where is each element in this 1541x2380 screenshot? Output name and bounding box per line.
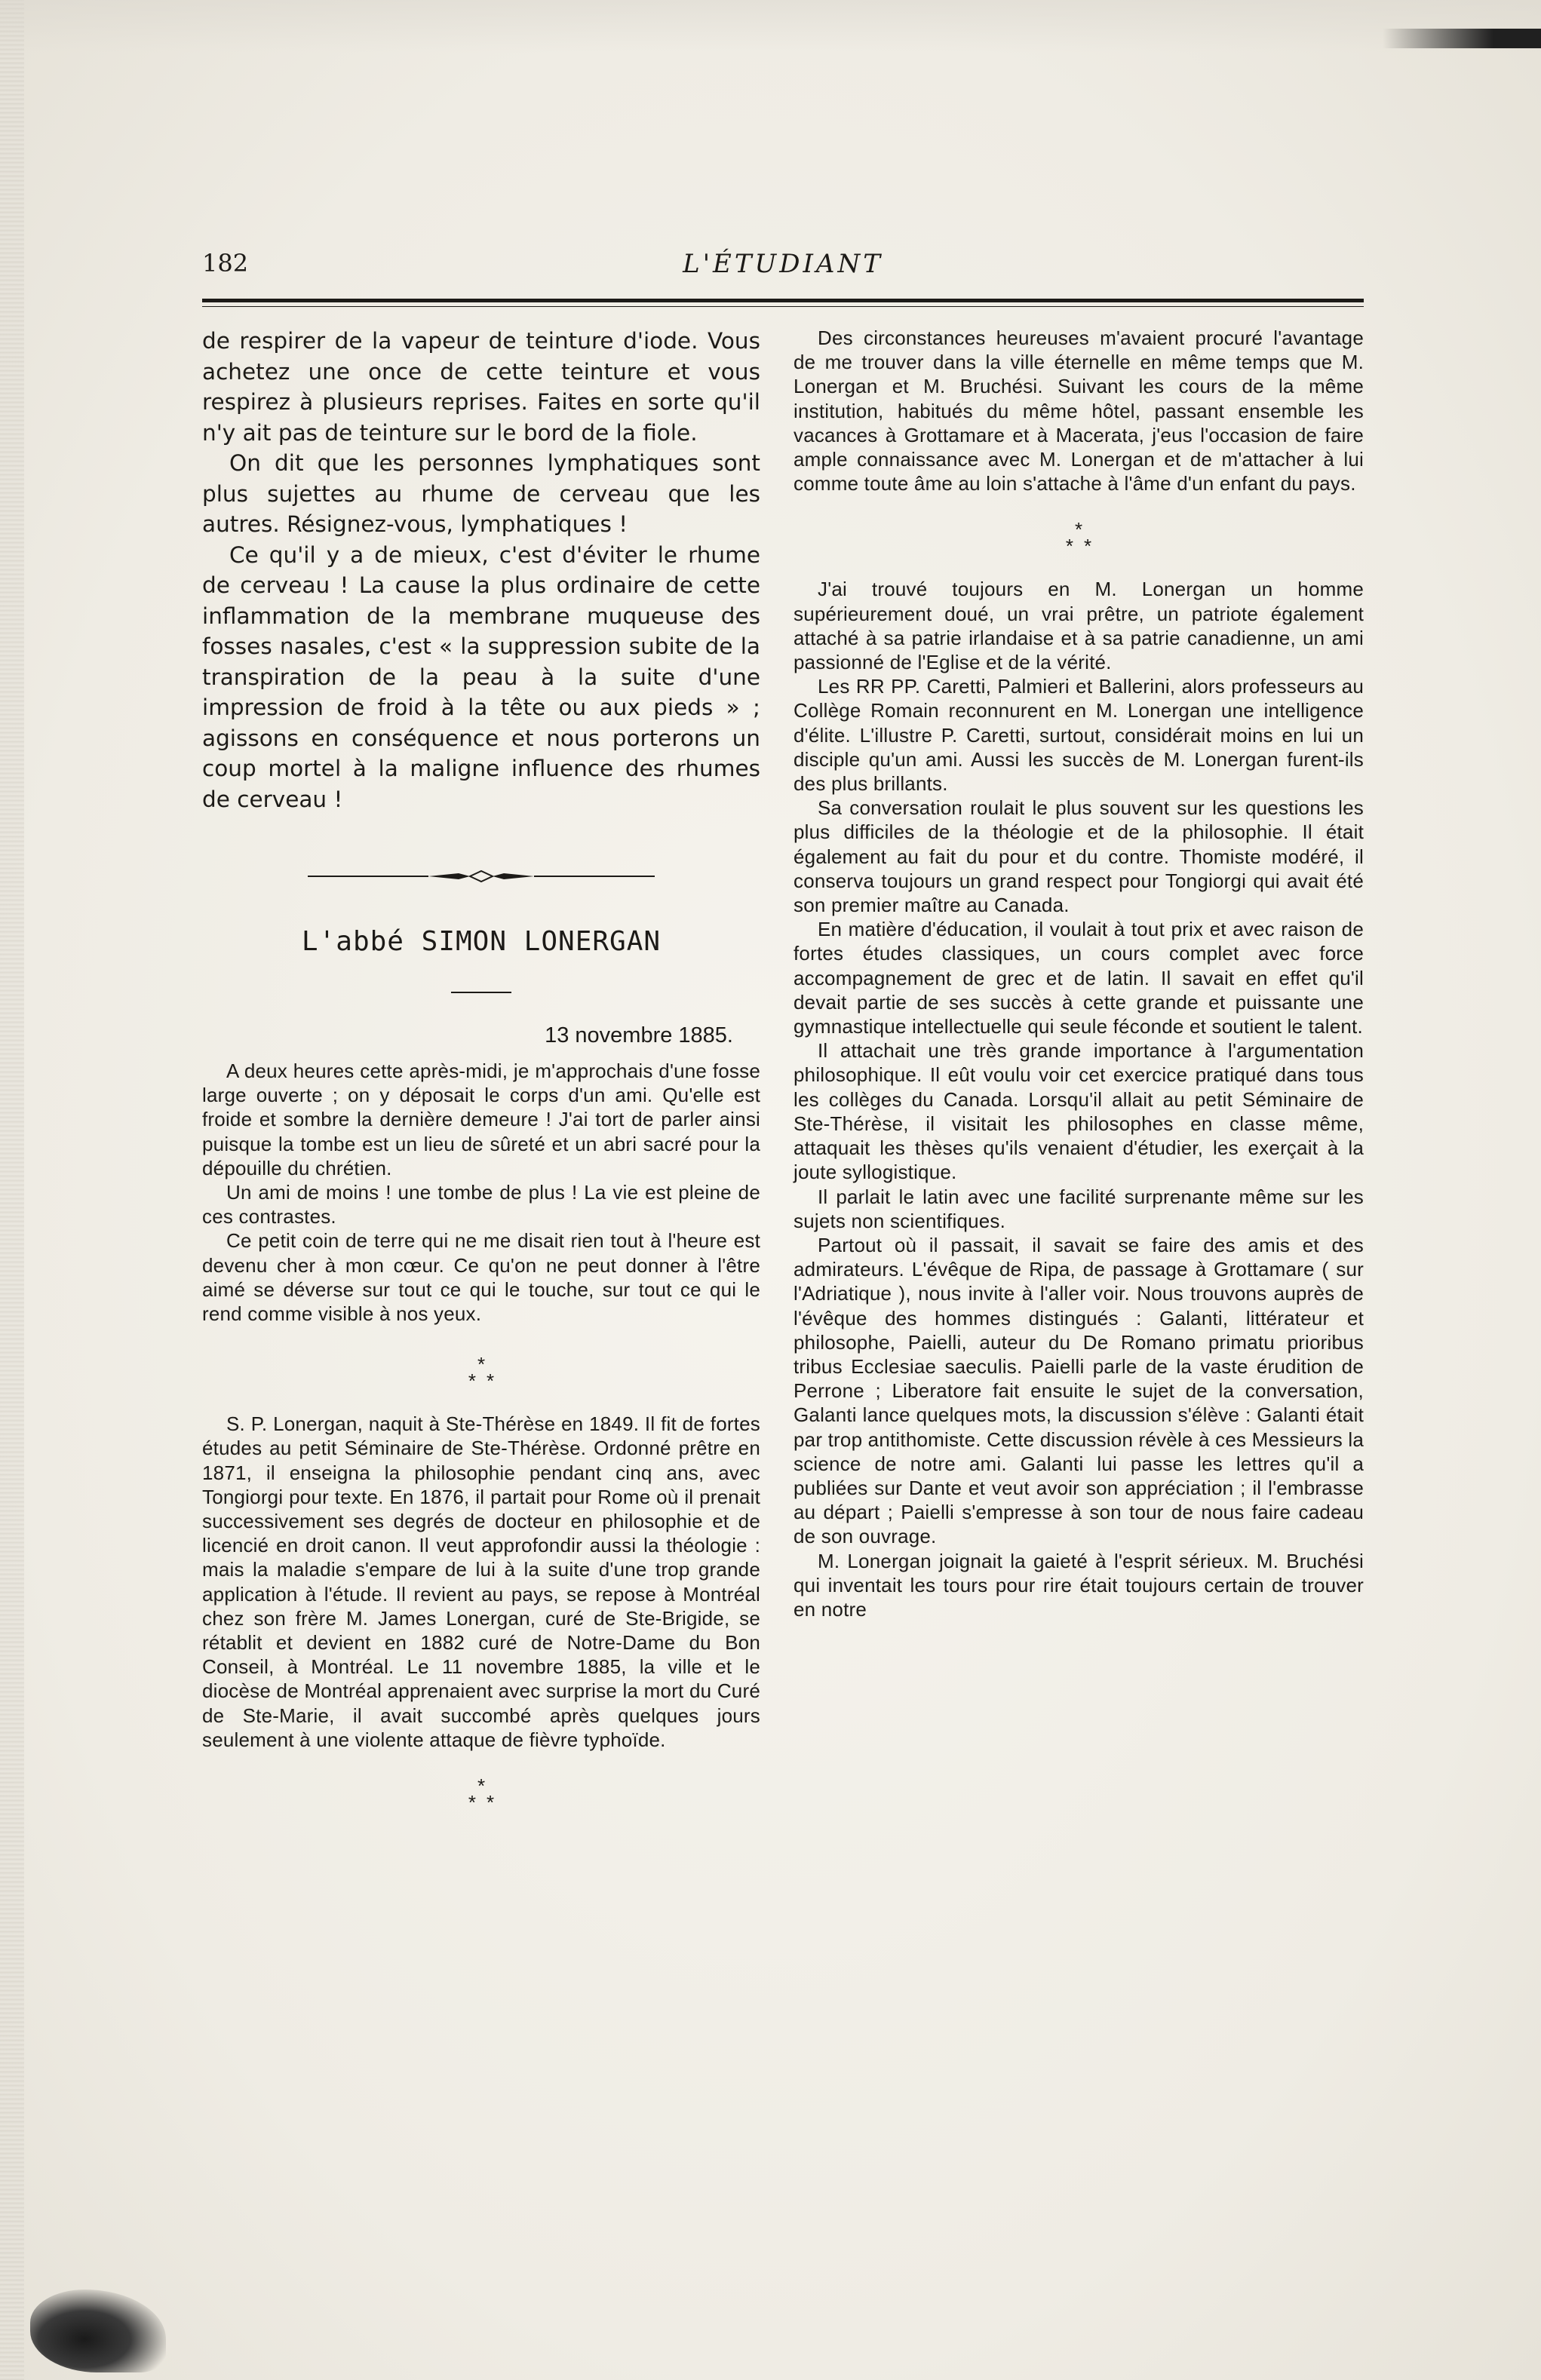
paragraph: Sa conversation roulait le plus souvent sur les questions les plus difficiles de la théologie et de la philosophie. Il était également au fait du pour et du contre. Thomiste modéré, il conserva toujours un grand respect pour Tongiorgi qui avait été son premier maître au Canada. xyxy=(794,796,1364,917)
asterism-icon: * ** xyxy=(468,1774,505,1814)
paragraph: Ce petit coin de terre qui ne me disait rien tout à l'heure est devenu cher à mon cœur. Ce qu'on ne peut donner à l'être aimé se déverse sur tout ce qui le touche, sur tout ce qui le rend comme visible à nos yeux. xyxy=(202,1229,760,1326)
asterism-icon: * ** xyxy=(468,1353,505,1393)
header-rule-thick xyxy=(202,299,1364,302)
ornament-divider xyxy=(202,869,760,887)
paragraph: Il attachait une très grande importance à l'argumentation philosophique. Il eût voulu voir cet exercice pratiqué dans tous les collèges du Canada. Lorsqu'il allait au petit Séminaire de Ste-Thérèse, il visitait les philosophes en classe même, attaquait les thèses qu'ils venaient d'étudier, les exerçait à la joute syllogistique. xyxy=(794,1039,1364,1184)
paragraph: En matière d'éducation, il voulait à tout prix et avec raison de fortes études classiques, un cours complet avec force accompagnement de grec et de latin. Il savait en effet qu'il devait partie de ses succès à cette grande et puissante une gymnastique intellectuelle qui seule féconde et soutient le talent. xyxy=(794,918,1364,1038)
paragraph: S. P. Lonergan, naquit à Ste-Thérèse en 1849. Il fit de fortes études au petit Séminaire de Ste-Thérèse. Ordonné prêtre en 1871, il enseigna la philosophie pendant cinq ans, avec Tongiorgi pour texte. En 1876, il partait pour Rome où il prenait successivement ses degrés de docteur en philosophie et de licencié en droit canon. Il veut approfondir aussi la théologie : mais la maladie s'empare de lui à la suite d'une trop grande application à l'étude. Il revient au pays, se repose à Montréal chez son frère M. James Lonergan, curé de Ste-Brigide, se rétablit et devient en 1882 curé de Notre-Dame du Bon Conseil, à Montréal. Le 11 novembre 1885, la ville et le diocèse de Montréal apprenaient avec surprise la mort du Curé de Ste-Marie, il avait succombé après quelques jours seulement à une violente attaque de fièvre typhoïde. xyxy=(202,1412,760,1751)
paragraph: Il parlait le latin avec une facilité surprenante même sur les sujets non scientifiques. xyxy=(794,1185,1364,1232)
paragraph: M. Lonergan joignait la gaieté à l'esprit sérieux. M. Bruchési qui inventait les tours pour rire était toujours certain de trouver en notre xyxy=(794,1549,1364,1621)
scan-corner-mark xyxy=(1383,29,1541,48)
dateline: 13 novembre 1885. xyxy=(545,1023,733,1047)
right-column xyxy=(794,326,1364,1621)
scan-edge-shadow xyxy=(0,0,24,2380)
paragraph: Ce qu'il y a de mieux, c'est d'éviter le rhume de cerveau ! La cause la plus ordinaire de cette inflammation de la membrane muqueuse des fosses nasales, c'est « la suppression subite de la transpiration de la peau à la suite d'une impression de froid à la tête ou aux pieds » ; agissons en conséquence et nous porterons un coup mortel à la maligne influence des rhumes de cerveau ! xyxy=(202,541,760,812)
header-rule-thin xyxy=(202,306,1364,307)
ornament-rule-icon xyxy=(308,869,655,884)
paragraph: Les RR PP. Caretti, Palmieri et Ballerini, alors professeurs au Collège Romain reconnurent en M. Lonergan une intelligence d'élite. L'illustre P. Caretti, surtout, considérait moins en lui un disciple qu'un ami. Aussi les succès de M. Lonergan furent-ils des plus brillants. xyxy=(794,675,1364,796)
left-column xyxy=(202,326,760,1833)
asterism-icon: * ** xyxy=(1065,518,1103,558)
page-number: 182 xyxy=(202,249,249,278)
article-body-part-2 xyxy=(202,1412,760,1752)
ink-blot xyxy=(30,2290,166,2372)
scan-top-shadow xyxy=(0,0,1541,53)
article-title: L'abbé SIMON LONERGAN xyxy=(301,926,662,957)
paragraph: Un ami de moins ! une tombe de plus ! La vie est pleine de ces contrastes. xyxy=(202,1181,760,1228)
article-body-part-1 xyxy=(202,1059,760,1326)
title-rule xyxy=(451,992,511,993)
paragraph: de respirer de la vapeur de teinture d'iode. Vous achetez une once de cette teinture et vous respirez à plusieurs reprises. Faites en sorte qu'il n'y ait pas de teinture sur le bord de la fiole. xyxy=(202,328,760,446)
paragraph: On dit que les personnes lymphatiques sont plus sujettes au rhume de cerveau que les autres. Résignez-vous, lymphatiques ! xyxy=(202,450,760,537)
paragraph: Partout où il passait, il savait se faire des amis et des admirateurs. L'évêque de Ripa, de passage à Grottamare ( sur l'Adriatique ), nous invite à l'aller voir. Nous trouvons auprès de l'évêque des hommes distingués : Galanti, littérateur et philosophe, Paielli, auteur du De Romano primatu prioribus tribus Ecclesiae saeculis. Paielli parle de la vaste érudition de Perrone ; Liberatore fait ensuite le sujet de la conversation, Galanti lance quelques mots, la discussion s'élève : Galanti était par trop antithomiste. Cette discussion révèle à ces Messieurs la science de notre ami. Galanti lui passe les lettres qu'il a publiées sur Dante et veut avoir son appréciation ; il l'embrasse au départ ; Paielli s'empresse à son tour de nous faire cadeau de son ouvrage. xyxy=(794,1233,1364,1548)
paragraph: Des circonstances heureuses m'avaient procuré l'avantage de me trouver dans la ville éternelle en même temps que M. Lonergan et M. Bruchési. Suivant les cours de la même institution, habitués du même hôtel, passant ensemble les vacances à Grottamare et à Macerata, j'eus l'occasion de faire ample connaissance avec M. Lonergan et de m'attacher à lui comme toute âme au loin s'attache à l'âme d'un enfant du pays. xyxy=(794,327,1364,495)
paragraph: A deux heures cette après-midi, je m'approchais d'une fosse large ouverte ; on y déposait le corps d'un ami. Qu'elle est froide et sombre la dernière demeure ! J'ai tort de parler ainsi puisque la tombe est un lieu de sûreté et un abri sacré pour la dépouille du chrétien. xyxy=(202,1060,760,1179)
running-title: L'ÉTUDIANT xyxy=(683,249,883,279)
paragraph: J'ai trouvé toujours en M. Lonergan un homme supérieurement doué, un vrai prêtre, un patriote également attaché à sa patrie irlandaise et à sa patrie canadienne, un ami passionné de l'Eglise et de la vérité. xyxy=(794,578,1364,674)
